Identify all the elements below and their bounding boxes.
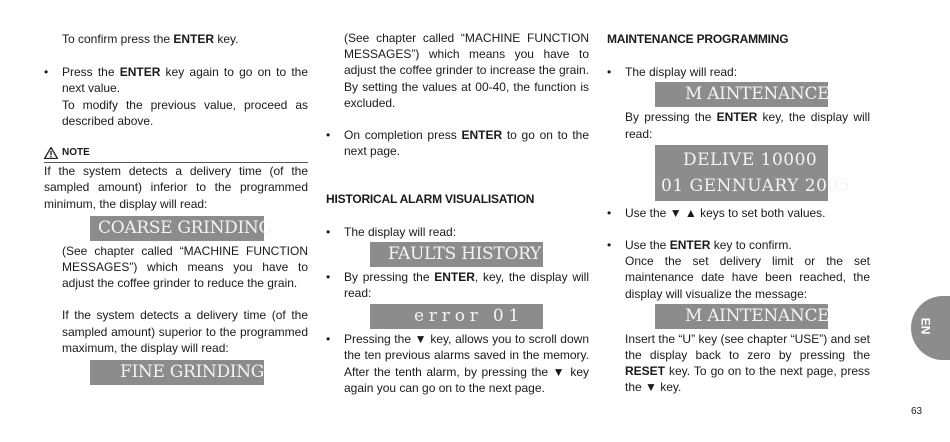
confirm-instruction: To confirm press the ENTER key. [62,32,239,46]
lcd-faults-history: FAULTS HISTORY [370,242,543,267]
lcd-coarse-grinding: COARSE GRINDING [90,216,264,241]
lcd-error-01: e r r o r 0 1 [370,304,543,329]
note-text: If the system detects a delivery time (of the sampled amount) inferior to the programmed minimum, the display will read: [44,164,308,211]
bullet-display-read: • The display will read: [607,64,870,80]
bullet-scroll-alarms: • Pressing the ▼ key, allows you to scroll down the ten previous alarms saved in the memory. After the tenth alarm, by pressing the ▼ key again you can go on to the next page. [326,331,589,396]
page-number: 63 [911,406,923,417]
lcd-maintenance: M AINTENANCE [655,82,828,107]
bullet-on-completion: • On completion press ENTER to go on to the next page. [326,127,589,159]
heading-historical-alarm: HISTORICAL ALARM VISUALISATION [326,192,535,207]
insert-u-key-text: Insert the “U” key (see chapter “USE”) and set the display back to zero by pressing the RESET key. To go on to the next page, press the ▼ key. [625,331,870,395]
language-tab [911,296,950,360]
limit-reached-text: Once the set delivery limit or the set maintenance date have been reached, the display will visualize the message: [625,254,870,301]
bullet-display-read: • The display will read: [326,224,589,240]
column-1 [44,30,308,385]
note-label: NOTE [62,147,90,159]
lcd-maintenance-2: M AINTENANCE [655,304,828,329]
lcd-fine-grinding: FINE GRINDING [90,360,264,385]
see-chapter-increase: (See chapter called “MACHINE FUNCTION MESSAGES”) which means you have to adjust the coffee grinder to increase the grain. By setting the values at 00-40, the function is excluded. [344,31,589,110]
warning-icon [44,147,58,159]
language-code: EN [918,317,933,335]
heading-maintenance: MAINTENANCE PROGRAMMING [607,32,789,46]
bullet-by-pressing-enter: • By pressing the ENTER, key, the display will read: [326,269,589,301]
superior-text: If the system detects a delivery time (of the sampled amount) superior to the programmed maximum, the display will read: [62,308,308,355]
column-3 [607,30,870,396]
modify-instruction: To modify the previous value, proceed as described above. [62,97,308,128]
bullet-confirm-enter: • Use the ENTER key to confirm. [607,237,870,253]
column-2 [326,30,589,396]
note-header [44,145,308,163]
bullet-press-enter: • Press the ENTER key again to go on to the next value. [44,64,308,96]
bullet-set-values: • Use the ▼ ▲ keys to set both values. [607,205,870,221]
see-chapter-reduce: (See chapter called “MACHINE FUNCTION MESSAGES”) which means you have to adjust the coffee grinder to reduce the grain. [62,243,308,291]
lcd-delivery-date: DELIVE 10000 01 GENNUARY 2005 [655,145,828,201]
by-pressing-enter: By pressing the ENTER key, the display will read: [625,110,870,141]
